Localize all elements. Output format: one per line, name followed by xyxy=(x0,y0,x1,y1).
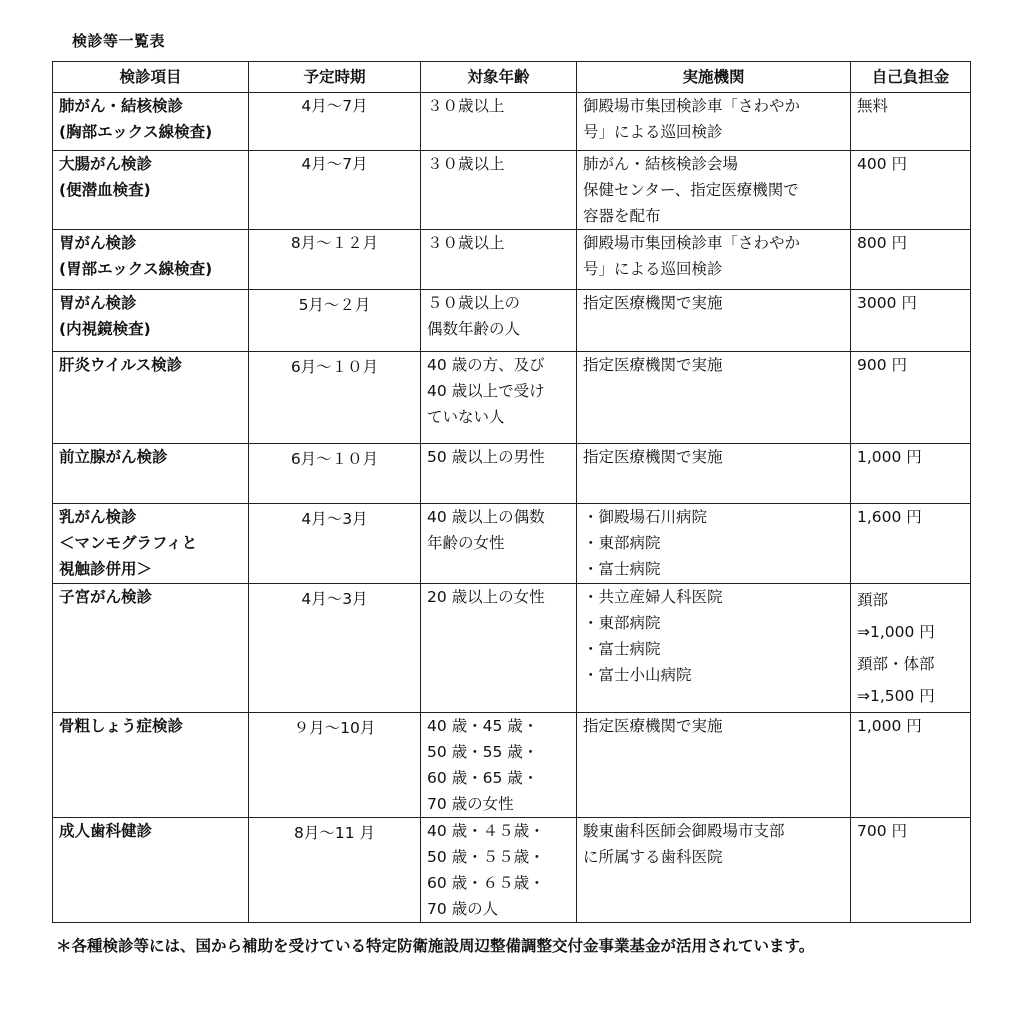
exam-name: 大腸がん検診 xyxy=(59,155,153,173)
exam-method: (内視鏡検査) xyxy=(59,320,151,338)
exam-method: (胸部エックス線検査) xyxy=(59,123,213,141)
exam-method: (胃部エックス線検査) xyxy=(59,260,213,278)
institution-cell: 御殿場市集団検診車「さわやか 号」による巡回検診 xyxy=(577,230,851,290)
institution-cell: ・ 御殿場石川病院 ・ 東部病院 ・ 富士病院 xyxy=(577,504,851,584)
age-cell: 40 歳・４５歳・ 50 歳・５５歳・ 60 歳・６５歳・ 70 歳の人 xyxy=(421,818,577,923)
age-cell: ３０歳以上 xyxy=(421,93,577,151)
exam-item-cell xyxy=(53,584,249,713)
institution-cell: 指定医療機関で実施 xyxy=(577,290,851,352)
period-cell: 4月～7月 xyxy=(249,151,421,230)
institution-cell: 駿東歯科医師会御殿場市支部 に所属する歯科医院 xyxy=(577,818,851,923)
table-row xyxy=(53,290,971,352)
exam-item-cell xyxy=(53,151,249,230)
table-row xyxy=(53,230,971,290)
period-cell: 8月～１２月 xyxy=(249,230,421,290)
period-cell: 4月～7月 xyxy=(249,93,421,151)
table-row xyxy=(53,713,971,818)
institution-cell: 指定医療機関で実施 xyxy=(577,713,851,818)
exam-item-cell xyxy=(53,93,249,151)
age-cell: 40 歳・45 歳・ 50 歳・55 歳・ 60 歳・65 歳・ 70 歳の女性 xyxy=(421,713,577,818)
exam-method: ＜マンモグラフィと xyxy=(59,534,198,552)
exam-method: 視触診併用＞ xyxy=(59,560,153,578)
period-cell: 4月～3月 xyxy=(249,584,421,713)
institution-cell: ・ 共立産婦人科医院 ・ 東部病院 ・ 富士病院 ・ 富士小山病院 xyxy=(577,584,851,713)
exam-item-cell xyxy=(53,444,249,504)
exam-name: 乳がん検診 xyxy=(59,508,137,526)
fee-cell: 3000 円 xyxy=(851,290,971,352)
age-cell: 50 歳以上の男性 xyxy=(421,444,577,504)
header-row xyxy=(53,62,971,93)
exam-item-cell xyxy=(53,352,249,444)
exam-item-cell xyxy=(53,818,249,923)
age-cell: 40 歳の方、及び 40 歳以上で受け ていない人 xyxy=(421,352,577,444)
header-institution: 実施機関 xyxy=(577,62,851,93)
age-cell: ５０歳以上の 偶数年齢の人 xyxy=(421,290,577,352)
exam-name: 胃がん検診 xyxy=(59,234,137,252)
fee-cell: 無料 xyxy=(851,93,971,151)
table-row xyxy=(53,584,971,713)
table-row xyxy=(53,818,971,923)
age-cell: ３０歳以上 xyxy=(421,151,577,230)
fee-cell: 1,000 円 xyxy=(851,713,971,818)
exam-item-cell xyxy=(53,290,249,352)
exam-item-cell xyxy=(53,504,249,584)
age-cell: 20 歳以上の女性 xyxy=(421,584,577,713)
exam-name: 肺がん・結核検診 xyxy=(59,97,184,115)
period-cell: 6月～１０月 xyxy=(249,444,421,504)
table-row xyxy=(53,93,971,151)
fee-cell: 頚部 ⇒1,000 円 頚部・体部 ⇒1,500 円 xyxy=(851,584,971,713)
header-age: 対象年齢 xyxy=(421,62,577,93)
fee-cell: 800 円 xyxy=(851,230,971,290)
age-cell: 40 歳以上の偶数 年齢の女性 xyxy=(421,504,577,584)
fee-cell: 1,600 円 xyxy=(851,504,971,584)
exam-name: 前立腺がん検診 xyxy=(59,448,168,466)
fee-cell: 400 円 xyxy=(851,151,971,230)
header-fee: 自己負担金 xyxy=(851,62,971,93)
institution-cell: 御殿場市集団検診車「さわやか 号」による巡回検診 xyxy=(577,93,851,151)
period-cell: 4月～3月 xyxy=(249,504,421,584)
exam-name: 骨粗しょう症検診 xyxy=(59,717,184,735)
footnote: ＊各種検診等には、国から補助を受けている特定防衛施設周辺整備調整交付金事業基金が活用されています。 xyxy=(56,937,815,955)
institution-cell: 肺がん・結核検診会場 保健センター、指定医療機関で 容器を配布 xyxy=(577,151,851,230)
period-cell: 5月～２月 xyxy=(249,290,421,352)
period-cell: 8月～11 月 xyxy=(249,818,421,923)
exam-item-cell xyxy=(53,230,249,290)
header-period: 予定時期 xyxy=(249,62,421,93)
table-row xyxy=(53,352,971,444)
table-row xyxy=(53,504,971,584)
exam-table xyxy=(52,61,971,923)
header-item: 検診項目 xyxy=(53,62,249,93)
fee-cell: 700 円 xyxy=(851,818,971,923)
exam-name: 子宮がん検診 xyxy=(59,588,153,606)
fee-cell: 900 円 xyxy=(851,352,971,444)
exam-name: 成人歯科健診 xyxy=(59,822,153,840)
exam-method: (便潜血検査) xyxy=(59,181,151,199)
period-cell: 6月～１０月 xyxy=(249,352,421,444)
table-row xyxy=(53,444,971,504)
fee-cell: 1,000 円 xyxy=(851,444,971,504)
table-row xyxy=(53,151,971,230)
exam-name: 胃がん検診 xyxy=(59,294,137,312)
institution-cell: 指定医療機関で実施 xyxy=(577,352,851,444)
age-cell: ３０歳以上 xyxy=(421,230,577,290)
exam-name: 肝炎ウイルス検診 xyxy=(59,356,183,374)
exam-item-cell xyxy=(53,713,249,818)
institution-cell: 指定医療機関で実施 xyxy=(577,444,851,504)
document-title: 検診等一覧表 xyxy=(72,32,166,50)
period-cell: ９月～10月 xyxy=(249,713,421,818)
